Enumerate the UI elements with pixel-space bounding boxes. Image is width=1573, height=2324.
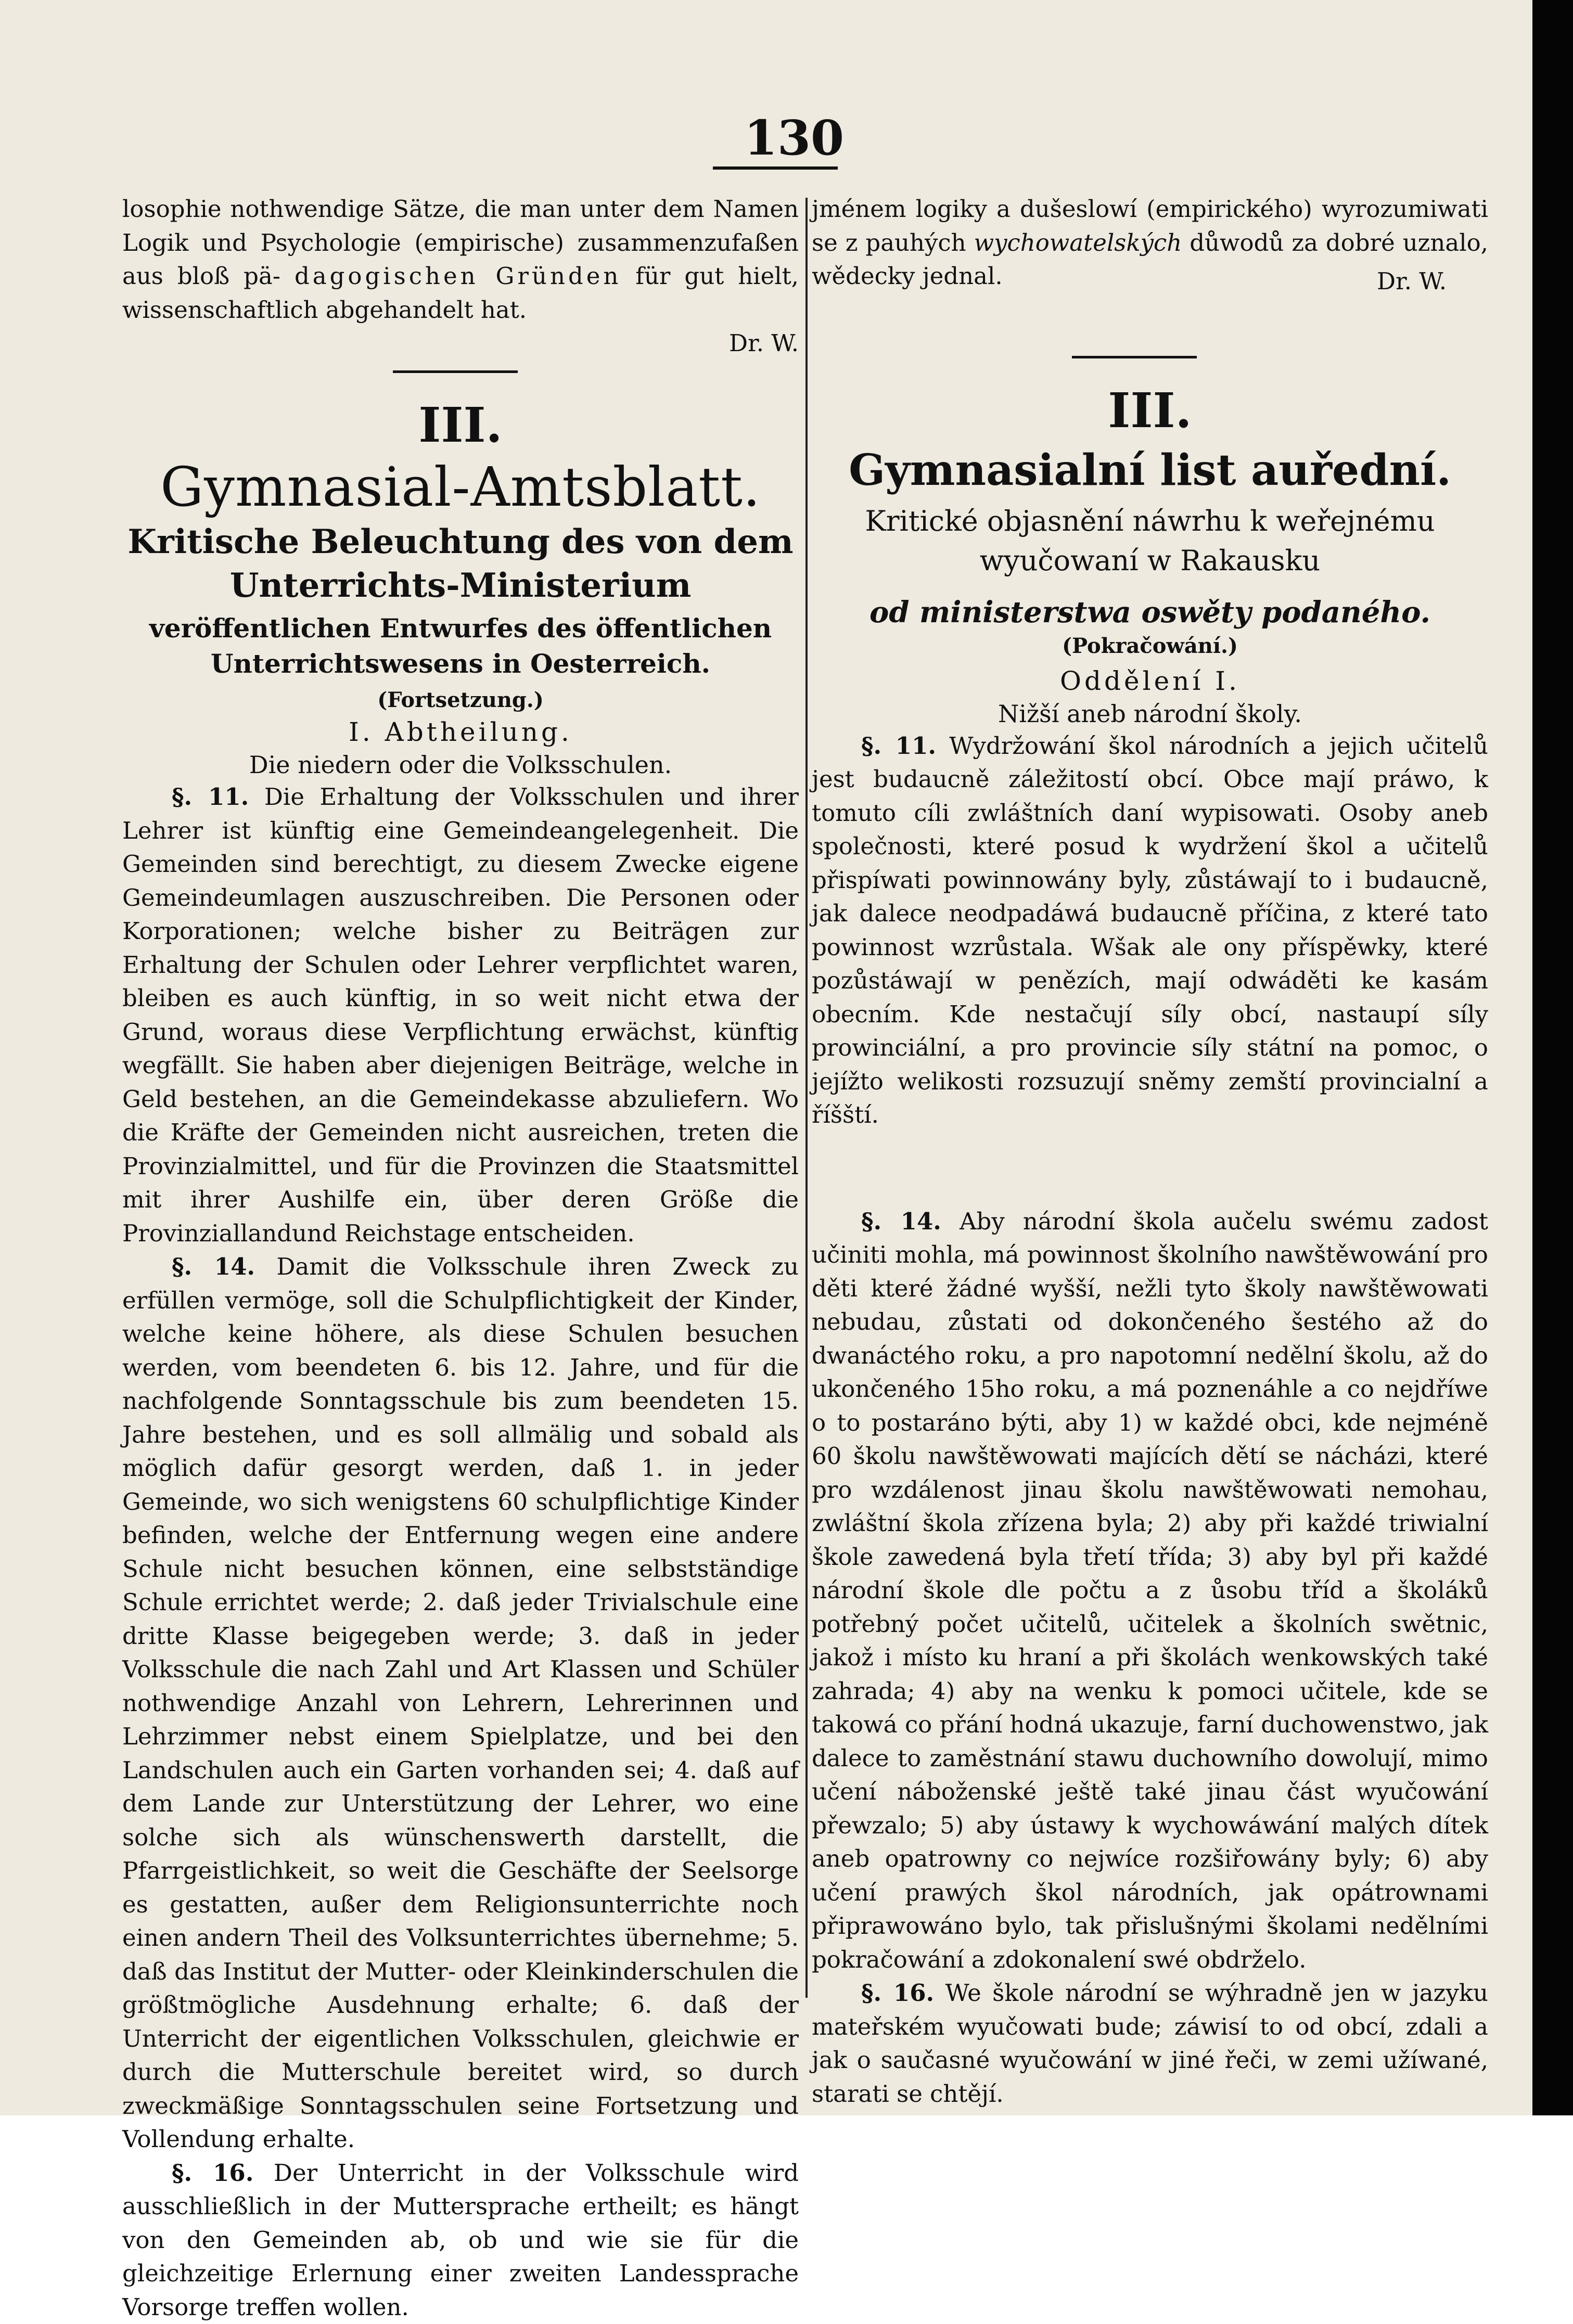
czech-paragraph-16-text: We škole národní se wýhradně jen w jazyku mateřském wyučowati bude; záwisí to od obcí, zdali a jak o saučasné wyučowání w jiné řeči, w zemi užíwané, starati se chtějí. <box>812 1979 1488 2108</box>
czech-paragraph-14 <box>812 1205 1488 1977</box>
german-title: Gymnasial-Amtsblatt. <box>122 454 799 520</box>
german-intro-spaced: dagogischen Gründen <box>295 262 621 290</box>
czech-title: Gymnasialní list auřední. <box>812 439 1488 502</box>
german-section-label: I. Abtheilung. <box>122 715 799 749</box>
german-intro-rule <box>122 360 799 370</box>
czech-section-label: Oddělení I. <box>812 664 1488 698</box>
german-paragraph-16-text: Der Unterricht in der Volksschule wird ausschließlich in der Muttersprache ertheilt; es hängt von den Gemeinden ab, ob und wie sie für die gleichzeitige Erlernung einer zweiten Landessprache Vorsorge treffen wollen. <box>122 2159 799 2321</box>
czech-continuation: (Pokračowání.) <box>812 632 1488 661</box>
german-paragraph-11 <box>122 780 799 1250</box>
czech-paragraph-11 <box>812 729 1488 1132</box>
german-column <box>122 192 799 2324</box>
czech-paragraph-16 <box>812 1976 1488 2111</box>
czech-roman-numeral: III. <box>812 382 1488 439</box>
page-number: 130 <box>744 112 838 164</box>
czech-paragraph-14-number: §. 14. <box>861 1208 941 1235</box>
german-subtitle-2: Unterrichts-Ministerium <box>122 564 799 608</box>
german-paragraph-11-text: Die Erhaltung der Volksschulen und ihrer Lehrer ist künftig eine Gemeindeangelegenheit. Die Gemeinden sind berechtigt, zu diesem Zwecke eigene Gemeindeumlagen auszuschreiben. Die Personen oder Korporationen; welche bisher zu Beiträgen zur Erhaltung der Schulen oder Lehrer verpflichtet waren, bleiben es auch künftig, in so weit nicht etwa der Grund, woraus diese Verpflichtung erwächst, künftig wegfällt. Sie haben aber diejenigen Beiträge, welche in Geld bestehen, an die Gemeindekasse abzuliefern. Wo die Kräfte der Gemeinden nicht ausreichen, treten die Provinzialmittel, und für die Provinzen die Staatsmittel mit ihrer Aushilfe ein, über deren Größe die Provinziallandund Reichstage entscheiden. <box>122 783 799 1247</box>
scan-edge <box>1532 0 1573 2115</box>
german-continuation: (Fortsetzung.) <box>122 686 799 715</box>
czech-paragraph-16-number: §. 16. <box>861 1979 934 2007</box>
german-paragraph-14-number: §. 14. <box>172 1253 255 1280</box>
czech-signature-row <box>812 293 1488 299</box>
czech-paragraph-11-text: Wydržowání škol národních a jejich učitelů jest budaucně záležitostí obcí. Obce mají práwo, k tomuto cíli zwláštních daní wypisowati. Osoby aneb společnosti, které posud k wydržení škol a učitelů přispíwati powinnowány byly, zůstáwají to i budaucně, jak dalece neodpadáwá budaucně příčina, z které tato powinnost wzrůstala. Wšak ale ony příspěwky, které pozůstáwají w penězích, mají odwáděti ke kasám obecním. Kde nestačují síly obcí, nastaupí síly prowinciální, a pro provincie síly státní na pomoc, o jejížto welikosti rozsuzují sněmy zemští provincialní a říšští. <box>812 732 1488 1129</box>
czech-paragraph-11-number: §. 11. <box>861 732 936 760</box>
czech-column <box>812 192 1488 2111</box>
czech-ministry: od ministerstwa oswěty podaného. <box>812 593 1488 632</box>
german-signature: Dr. W. <box>729 327 799 361</box>
german-paragraph-16 <box>122 2156 799 2324</box>
german-subtitle-3: veröffentlichen Entwurfes des öffentlichen Unterrichtswesens in Oesterreich. <box>122 608 799 682</box>
german-intro <box>122 192 799 327</box>
german-paragraph-14-text: Damit die Volksschule ihren Zweck zu erfüllen vermöge, soll die Schulpflichtigkeit der Kinder, welche keine höhere, als diese Schulen besuchen werden, vom beendeten 6. bis 12. Jahre, und für die nachfolgende Sonntagsschule bis zum beendeten 15. Jahre bestehen, und es soll allmälig und sobald als möglich dafür gesorgt werden, daß 1. in jeder Gemeinde, wo sich wenigstens 60 schulpflichtige Kinder befinden, welche der Entfernung wegen eine andere Schule nicht besuchen können, eine selbstständige Schule errichtet werde; 2. daß jeder Trivialschule eine dritte Klasse beigegeben werde; 3. daß in jeder Volksschule die nach Zahl und Art Klassen und Schüler nothwendige Anzahl von Lehrern, Lehrerinnen und Lehrzimmer nebst einem Spielplatze, und bei den Landschulen auch ein Garten vorhanden sei; 4. daß auf dem Lande zur Unterstützung der Lehrer, wo eine solche sich als wünschenswerth darstellt, die Pfarrgeistlichkeit, so weit die Geschäfte der Seelsorge es gestatten, außer dem Religionsunterrichte noch einen andern Theil des Volksunterrichtes übernehme; 5. daß das Institut der Mutter- oder Kleinkinderschulen die größtmögliche Ausdehnung erhalte; 6. daß der Unterricht der eigentlichen Volksschulen, gleichwie er durch die Mutterschule bereitet wird, so durch zweckmäßige Sonntagsschulen seine Fortsetzung und Vollendung erhalte. <box>122 1253 799 2153</box>
czech-intro-italic: wychowatelských <box>974 229 1182 256</box>
german-section-title: Die niedern oder die Volksschulen. <box>122 749 799 780</box>
czech-section-title: Nižší aneb národní školy. <box>812 698 1488 729</box>
column-divider <box>805 198 808 1998</box>
german-paragraph-14 <box>122 1250 799 2156</box>
czech-intro-text: jménem logiky a dušeslowí (empirického) wyrozumiwati se z pauhých <box>812 195 1488 256</box>
czech-intro-tail: důwodů za dobré uznalo, wědecky jednal. <box>812 229 1488 290</box>
german-paragraph-16-number: §. 16. <box>172 2159 253 2187</box>
page-number-rule <box>713 166 838 170</box>
german-roman-numeral: III. <box>122 396 799 454</box>
german-signature-row <box>122 327 799 360</box>
german-paragraph-11-number: §. 11. <box>172 783 249 811</box>
german-intro-tail: für gut hielt, wissenschaftlich abgehandelt hat. <box>122 262 799 324</box>
german-subtitle-1: Kritische Beleuchtung des von dem <box>122 520 799 564</box>
czech-paragraph-14-text: Aby národní škola aučelu swému zadost učiniti mohla, má powinnost školního nawštěwowání pro děti které žádné wyšší, nežli tyto školy nawštěwowati nebudau, zůstati od dokončeného šestého až do dwanáctého roku, a pro napotomní nedělní školu, až do ukončeného 15ho roku, a má poznenáhle a co nejdříwe o to postaráno býti, aby 1) w každé obci, kde nejméně 60 školu nawštěwowati majících dětí se nácházi, které pro wzdálenost jinau školu nawštěwowati nemohau, zwláštní škola zřízena byla; 2) aby při každé triwialní škole zawedená byla třetí třída; 3) aby byl při každé národní škole dle počtu a z ůsobu tříd a školáků potřebný počet učitelů, učitelek a školních swětnic, jakož i místo ku hraní a při školách wenkowských také zahrada; 4) aby na wenku k pomoci učitele, kde se takowá co přání hodná ukazuje, farní duchowenstwo, jak dalece to zaměstnání stawu duchowního dowolují, mimo učení náboženské ještě také jinau část wyučowání přewzalo; 5) aby ústawy k wychowáwání malých dítek aneb opatrowny co nejwíce rozšiřowány byly; 6) aby učení prawých škol národních, jak opátrownami připrawowáno bylo, tak přislušnými školami nedělními pokračowání a zdokonalení swé obdrželo. <box>812 1208 1488 1973</box>
czech-subtitle: Kritické objasnění náwrhu k weřejnému wyučowaní w Rakausku <box>812 502 1488 581</box>
czech-signature: Dr. W. <box>1377 265 1447 299</box>
german-intro-text: losophie nothwendige Sätze, die man unter dem Namen Logik und Psychologie (empirische) zusammenzufaßen aus bloß pä- <box>122 195 799 290</box>
